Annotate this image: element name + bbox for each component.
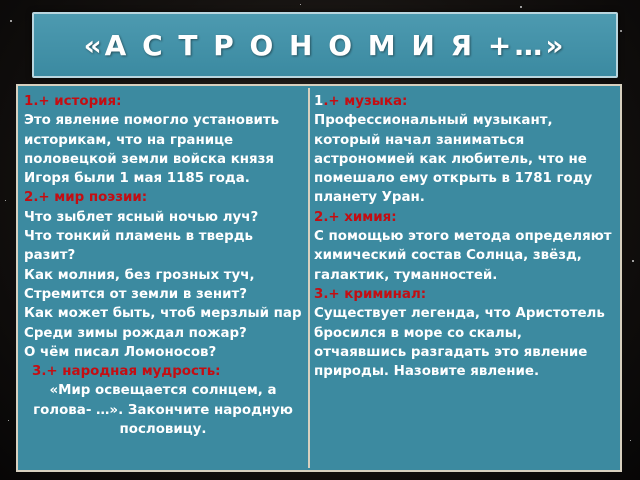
title-banner [32,12,618,78]
chemistry-text: С помощью этого метода определяют химический состав Солнца, звёзд, галактик, туманностей. [314,229,612,283]
wisdom-heading: 3.+ народная мудрость: [32,364,221,380]
poem-line: Что тонкий пламень в твердь разит? [24,229,253,264]
chemistry-heading: 2.+ химия: [314,209,397,225]
poem-line: Как может быть, чтоб мерзлый пар [24,306,302,322]
poem-question: О чём писал Ломоносов? [24,344,217,360]
music-heading-label: .+ музыка: [323,94,408,109]
poem-line: Как молния, без грозных туч, [24,267,255,283]
quiz-table [16,84,622,472]
history-text: Это явление помогло установить историкам, что на границе половецкой земли войска князя Игоря были 1 мая 1185 года. [24,113,280,187]
criminal-heading: 3.+ криминал: [314,286,427,302]
criminal-text: Существует легенда, что Аристотель бросился в море со скалы, отчаявшись разгадать это явление природы. Назовите явление. [314,306,605,380]
wisdom-text: «Мир освещается солнцем, а голова- …». Закончите народную пословицу. [33,383,293,438]
right-column [310,88,620,468]
poem-line: Что зыблет ясный ночью луч? [24,209,259,225]
left-column [20,88,306,468]
poem-line: Среди зимы рождал пожар? [24,325,247,341]
music-heading [314,92,616,111]
poem-line: Стремится от земли в зенит? [24,286,247,302]
history-heading: 1.+ история: [24,94,122,109]
music-text: Профессиональный музыкант, который начал заниматься астрономией как любитель, что не помешало ему открыть в 1781 году планету Уран. [314,113,593,206]
page-title: «А С Т Р О Н О М И Я +…» [83,28,567,62]
poetry-heading: 2.+ мир поэзии: [24,190,148,206]
music-heading-number: 1 [314,94,324,109]
